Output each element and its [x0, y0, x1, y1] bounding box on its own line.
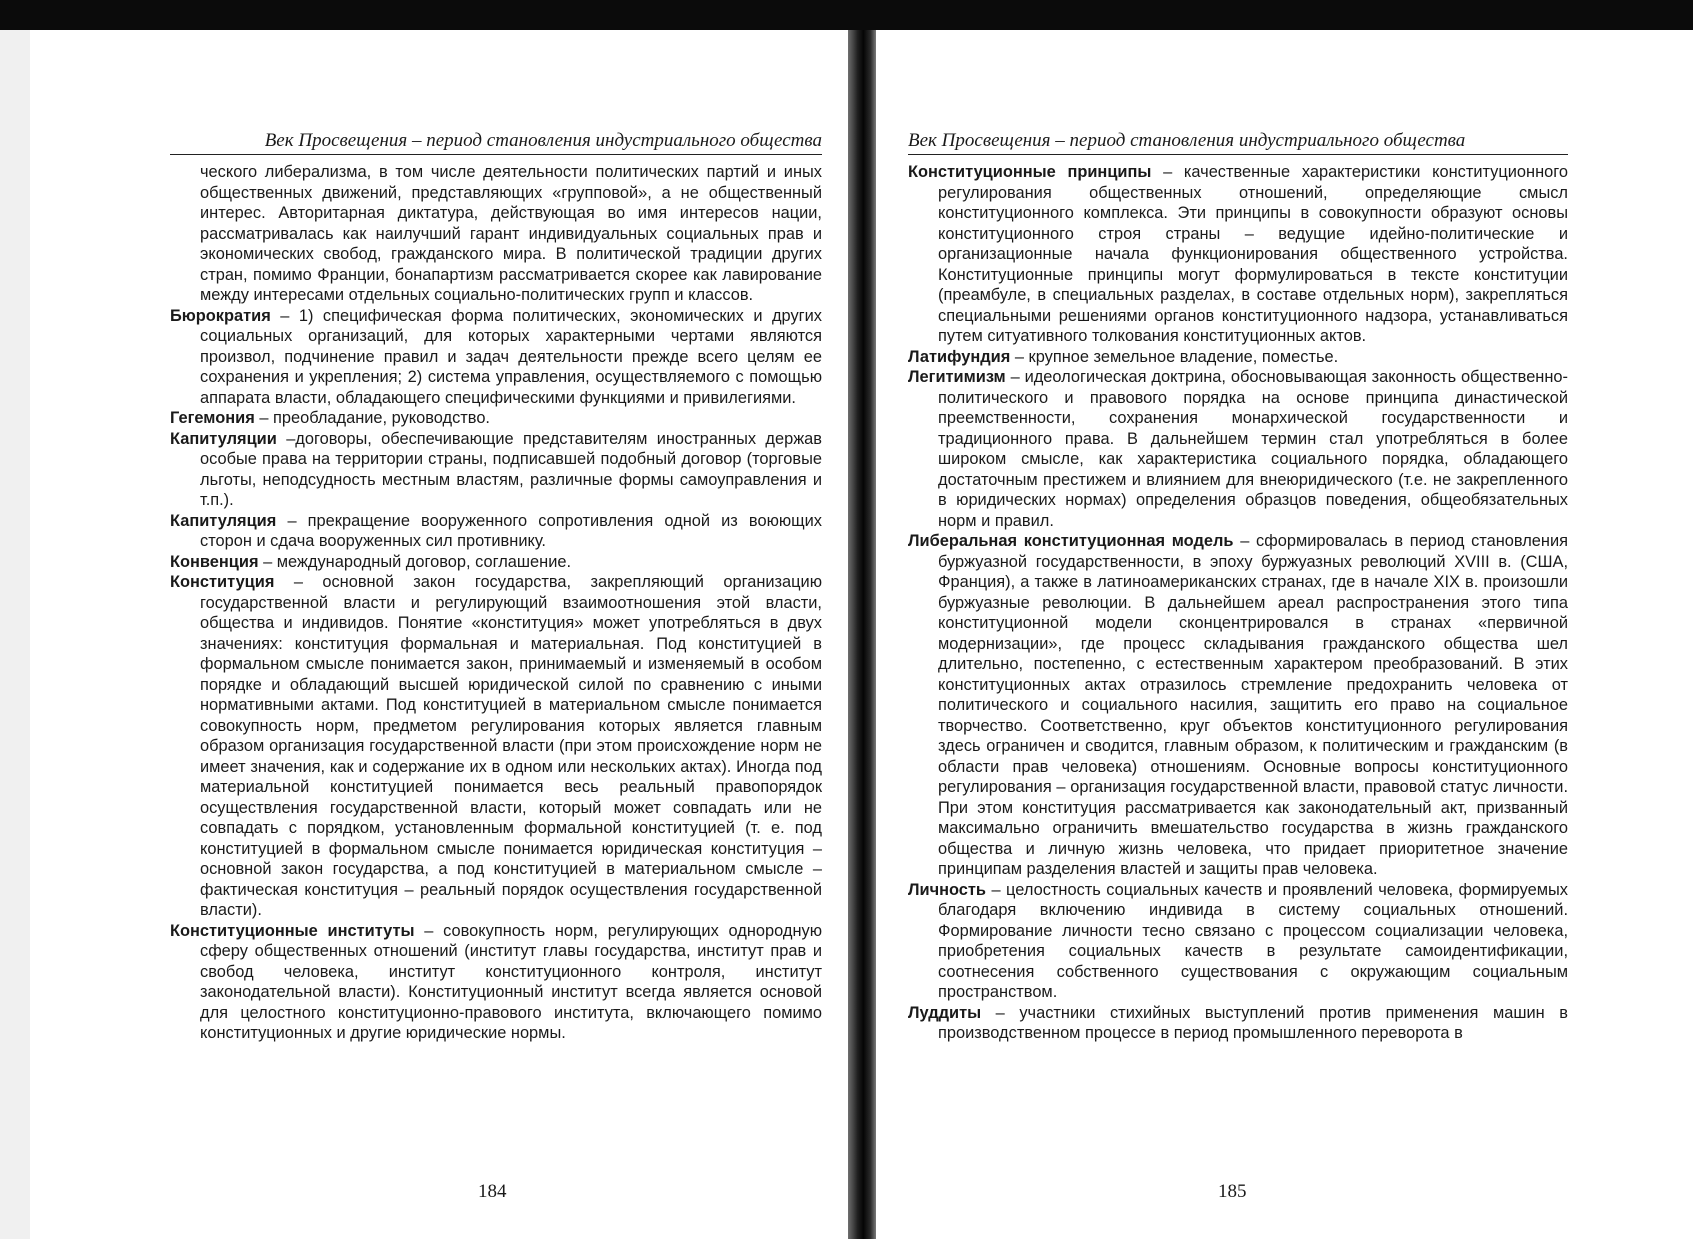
glossary-definition: – участники стихийных выступлений против применения машин в производственном процессе в период промышленного переворота в	[938, 1003, 1568, 1042]
glossary-definition: – прекращение вооруженного сопротивления одной из воюющих сторон и сдача вооруженных сил противнику.	[200, 511, 822, 550]
running-head-right: Век Просвещения – период становления индустриального общества	[908, 130, 1568, 155]
page-number-left: 184	[478, 1181, 507, 1202]
glossary-term: Конституционные институты	[170, 921, 415, 940]
glossary-term: Капитуляция	[170, 511, 277, 530]
left-page	[170, 130, 822, 1044]
glossary-term: Бюрократия	[170, 306, 271, 325]
book-spine	[848, 30, 876, 1239]
page-number-right: 185	[1218, 1181, 1247, 1202]
glossary-term: Капитуляции	[170, 429, 277, 448]
glossary-entry	[170, 552, 822, 573]
glossary-entry	[908, 880, 1568, 1003]
glossary-entry	[908, 1003, 1568, 1044]
glossary-term: Либеральная конституционная модель	[908, 532, 1234, 550]
glossary-definition: – преобладание, руководство.	[254, 409, 490, 427]
glossary-definition: – крупное земельное владение, поместье.	[1010, 347, 1339, 366]
glossary-definition: – идеологическая доктрина, обосновывающая законность общественно-политического и правового порядка на основе принципа династической преемственности, сохранения монархической государственности и традиционного права. В дальнейшем термин стал употребляться в более широком смысле, как характеристика социального порядка, обладающего достаточным престижем и влиянием для внеюридического (т.е. не закрепленного в юридических нормах) определения образцов поведения, общеобязательных норм и правил.	[938, 368, 1568, 530]
glossary-entry	[170, 408, 822, 429]
right-page-entries	[908, 162, 1568, 1044]
glossary-entry	[170, 429, 822, 511]
glossary-entry	[908, 347, 1568, 368]
right-page	[908, 130, 1568, 1044]
glossary-term: Личность	[908, 880, 987, 899]
glossary-entry	[170, 921, 822, 1044]
glossary-definition: – совокупность норм, регулирующих однородную сферу общественных отношений (институт главы государства, институт прав и свобод человека, институт конституционного контроля, институт законодательной власти). Конституционный институт всегда является основой для целостного конституционно-правового института, включающего помимо конституционных и другие юридические нормы.	[200, 921, 822, 1042]
glossary-definition: – основной закон государства, закрепляющий организацию государственной власти и регулирующий взаимоотношения этой власти, общества и индивидов. Понятие «конституция» может употребляться в двух значениях: конституция формальная и материальная. Под конституцией в формальном смысле понимается закон, принимаемый и изменяемый в особом порядке и обладающий высшей юридической силой по сравнению с иными нормативными актами. Под конституцией в материальном смысле понимается совокупность норм, предметом регулирования которых является главным образом организация государственной власти (при этом происхождение норм не имеет значения, как и содержание их в одном или нескольких актах). Иногда под материальной конституцией понимается весь реальный правопорядок осуществления государственной власти, который может совпадать или не совпадать с порядком, установленным формальной конституцией (т. е. под конституцией в формальном смысле понимается юридическая конституция – основной закон государства, а под конституцией в материальном смысле – фактическая конституция – реальный порядок осуществления государственной власти).	[200, 573, 822, 919]
glossary-entry	[908, 367, 1568, 531]
glossary-definition: – сформировалась в период становления буржуазной государственности, в эпоху буржуазных революций XVIII в. (США, Франция), а также в латиноамериканских странах, где в начале XIX в. произошли буржуазные революции. В дальнейшем ареал распространения этого типа конституционной модели сконцентрировался в странах «первичной модернизации», где процесс складывания гражданского общества шел длительно, постепенно, с естественным характером преобразований. В этих конституционных актах отразилось стремление предохранить человека от политического и социального насилия, защитить его право на социальное творчество. Соответственно, круг объектов конституционного регулирования здесь ограничен и сводится, главным образом, к политическим и гражданским (в области прав человека) отношениям. Основные вопросы конституционного регулирования – организация государственной власти, правовой статус личности. При этом конституция рассматривается как законодательный акт, призванный максимально ограничить вмешательство государства в жизнь гражданского общества и личную жизнь человека, что придает приоритетное значение принципам разделения властей и защиты прав человека.	[938, 532, 1568, 878]
glossary-definition: – 1) специфическая форма политических, экономических и других социальных организаций, для которых характерными чертами являются произвол, подчинение правил и задач деятельности прежде всего целям ее сохранения и укрепления; 2) система управления, осуществляемого с помощью аппарата власти, обладающего специфическими функциями и привилегиями.	[200, 306, 822, 407]
glossary-definition: –договоры, обеспечивающие представителям иностранных держав особые права на территории страны, подписавшей подобный договор (торговые льготы, неподсудность местным властям, различные формы самоуправления и т.п.).	[200, 429, 822, 509]
running-head-left: Век Просвещения – период становления индустриального общества	[170, 130, 822, 155]
glossary-entry	[170, 306, 822, 409]
glossary-entry	[908, 162, 1568, 347]
glossary-entry	[170, 162, 822, 306]
scan-left-margin	[0, 30, 30, 1239]
glossary-term: Конвенция	[170, 552, 259, 571]
glossary-entry	[170, 572, 822, 921]
glossary-definition: – целостность социальных качеств и проявлений человека, формируемых благодаря включению индивида в систему социальных отношений. Формирование личности тесно связано с процессом социализации человека, приобретения социальных качеств в результате самоидентификации, соотнесения собственного существования с окружающим социальным пространством.	[938, 880, 1568, 1001]
glossary-term: Латифундия	[908, 347, 1011, 366]
scan-top-border	[0, 0, 1693, 30]
glossary-entry	[170, 511, 822, 552]
glossary-definition: ческого либерализма, в том числе деятельности политических партий и иных общественных движений, представляющих «групповой», а не общественный интерес. Авторитарная диктатура, действующая во имя интересов нации, рассматривалась как наилучший гарант индивидуальных социальных прав и экономических свобод, гражданского мира. В политической традиции других стран, помимо Франции, бонапартизм рассматривается скорее как лавирование между интересами отдельных социально-политических групп и классов.	[200, 163, 822, 304]
glossary-term: Конституционные принципы	[908, 163, 1152, 181]
glossary-definition: – международный договор, соглашение.	[258, 552, 572, 571]
glossary-definition: – качественные характеристики конституционного регулирования общественных отношений, определяющие смысл конституционного комплекса. Эти принципы в совокупности образуют основы конституционного строя страны – ведущие идейно-политические и организационные начала функционирования общественного устройства. Конституционные принципы могут формулироваться в тексте конституции (преамбуле, в специальных разделах, в составе отдельных норм), закрепляться специальными решениями органов конституционного надзора, устанавливаться путем ситуативного толкования конституционных актов.	[938, 163, 1568, 345]
glossary-entry	[908, 531, 1568, 880]
glossary-term: Легитимизм	[908, 368, 1006, 386]
glossary-term: Гегемония	[170, 409, 255, 427]
glossary-term: Конституция	[170, 573, 275, 591]
left-page-entries	[170, 162, 822, 1044]
glossary-term: Луддиты	[908, 1003, 982, 1022]
